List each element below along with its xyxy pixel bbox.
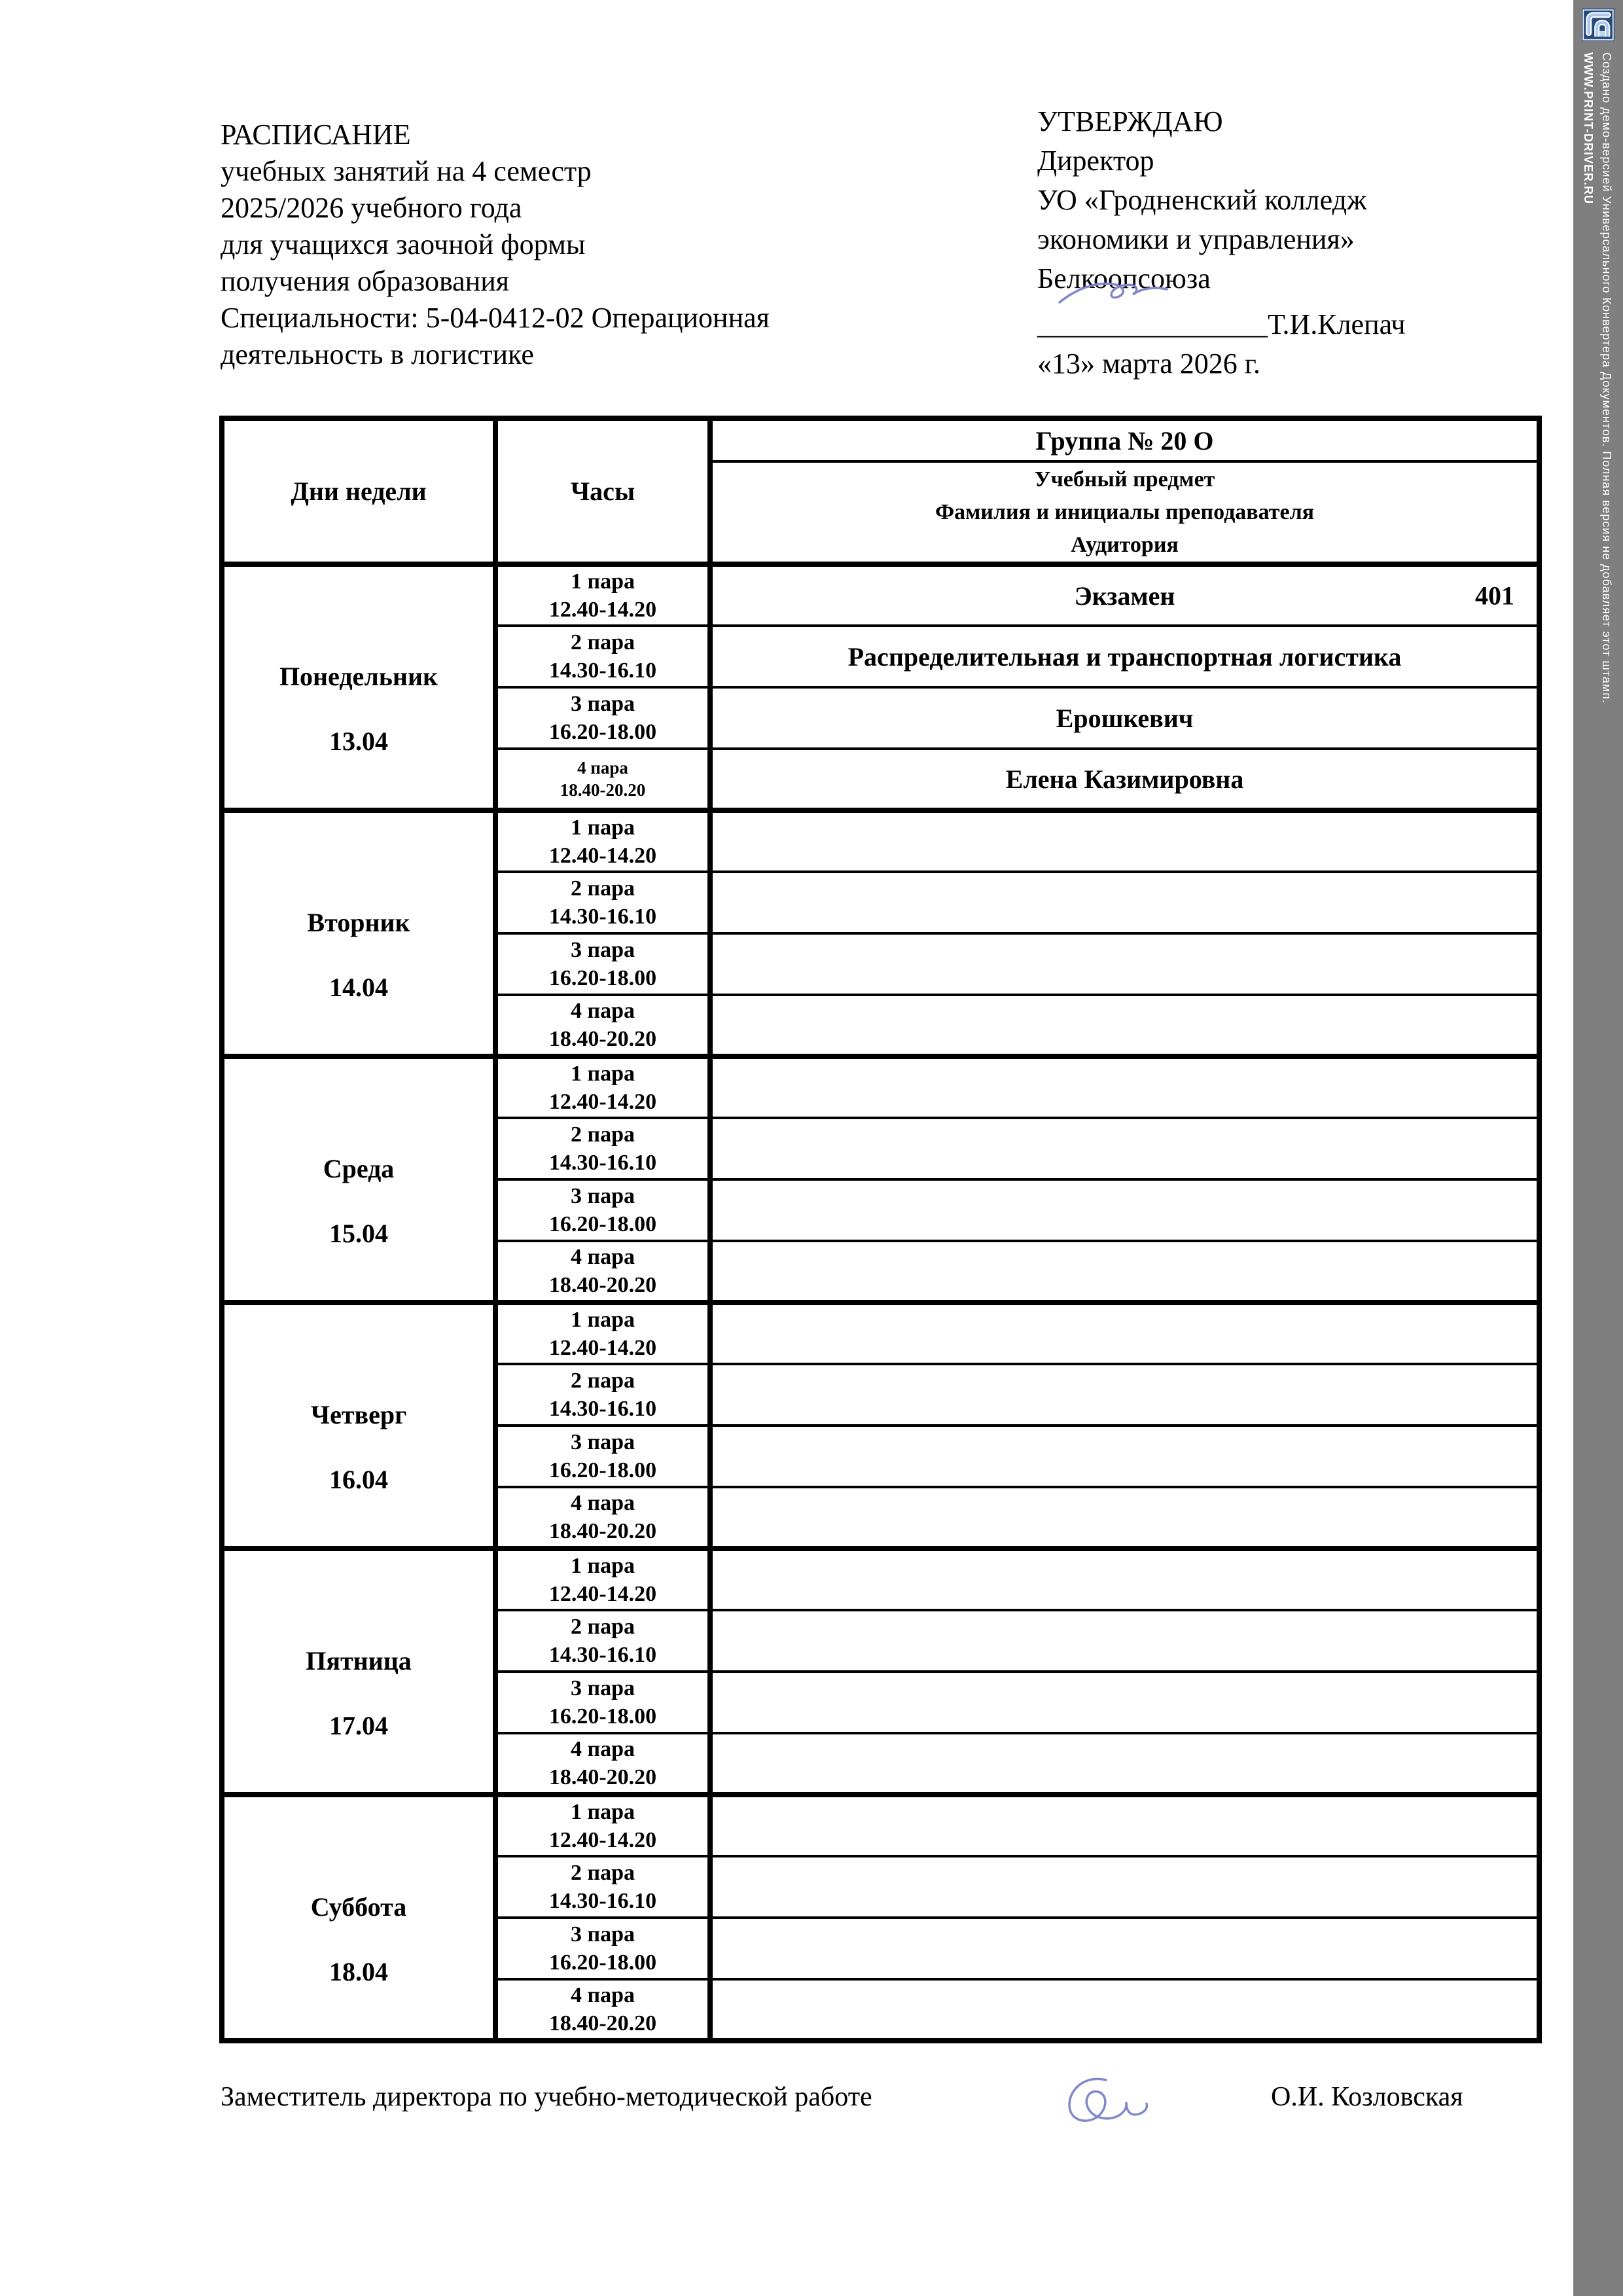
lesson-cell	[710, 1549, 1539, 1610]
period-cell: 1 пара 12.40-14.20	[495, 1056, 710, 1118]
demo-stamp-website: WWW.PRINT-DRIVER.RU	[1582, 52, 1595, 204]
approver-role: Директор	[1037, 145, 1154, 177]
lesson-cell	[710, 1856, 1539, 1918]
deputy-director-name: О.И. Козловская	[1271, 2082, 1463, 2112]
day-cell	[222, 1795, 495, 2041]
day-name: Суббота	[310, 1892, 407, 1922]
day-date: 17.04	[329, 1711, 388, 1740]
lesson-cell	[710, 749, 1539, 810]
specialty-line: Специальности: 5-04-0412-02 Операционная	[221, 302, 770, 334]
period-cell: 4 пара 18.40-20.20	[495, 1487, 710, 1549]
demo-watermark-strip	[1573, 0, 1623, 2296]
lesson-text: Экзамен	[1074, 581, 1175, 611]
period-cell: 1 пара 12.40-14.20	[495, 1302, 710, 1364]
day-cell	[222, 810, 495, 1056]
lesson-cell	[710, 933, 1539, 995]
lesson-cell	[710, 1179, 1539, 1241]
organization-line: экономики и управления»	[1037, 223, 1355, 255]
document-title-block	[221, 117, 770, 373]
lesson-text: Елена Казимировна	[1005, 764, 1244, 794]
lesson-cell	[710, 1733, 1539, 1795]
specialty-line: деятельность в логистике	[221, 338, 534, 370]
period-cell: 4 пара 18.40-20.20	[495, 1979, 710, 2041]
approval-block	[1037, 102, 1406, 384]
title-line: получения образования	[221, 265, 510, 297]
schedule-table	[219, 416, 1542, 2043]
days-column-header: Дни недели	[291, 476, 427, 506]
print-driver-logo-icon	[1582, 7, 1614, 43]
lesson-cell	[710, 810, 1539, 872]
lesson-cell	[710, 1056, 1539, 1118]
lesson-cell	[710, 1979, 1539, 2041]
period-cell: 1 пара 12.40-14.20	[495, 1549, 710, 1610]
lesson-cell	[710, 1487, 1539, 1549]
title-line: для учащихся заочной формы	[221, 228, 586, 260]
lesson-text: Ерошкевич	[1056, 703, 1194, 733]
period-cell: 3 пара 16.20-18.00	[495, 1672, 710, 1733]
period-cell: 4 пара 18.40-20.20	[495, 1241, 710, 1302]
subheader-subject: Учебный предмет	[1034, 467, 1215, 492]
subheader-teacher: Фамилия и инициалы преподавателя	[935, 499, 1315, 524]
lesson-cell	[710, 1918, 1539, 1979]
period-cell: 2 пара 14.30-16.10	[495, 1364, 710, 1426]
group-subheader	[710, 461, 1539, 564]
period-cell: 1 пара 12.40-14.20	[495, 1795, 710, 1856]
day-cell	[222, 564, 495, 810]
lesson-cell	[710, 564, 1539, 626]
day-name: Пятница	[306, 1646, 412, 1676]
lesson-cell	[710, 1610, 1539, 1672]
lesson-cell	[710, 1672, 1539, 1733]
day-name: Среда	[323, 1154, 395, 1183]
room-number: 401	[1475, 581, 1514, 611]
title-line: учебных занятий на 4 семестр	[221, 155, 592, 187]
lesson-cell	[710, 872, 1539, 933]
lesson-cell	[710, 1118, 1539, 1179]
period-cell: 3 пара 16.20-18.00	[495, 933, 710, 995]
director-name: Т.И.Клепач	[1268, 308, 1406, 340]
title-line: 2025/2026 учебного года	[221, 192, 522, 224]
day-date: 14.04	[329, 973, 388, 1002]
period-cell: 4 пара 18.40-20.20	[495, 749, 710, 810]
period-cell: 2 пара 14.30-16.10	[495, 1856, 710, 1918]
deputy-signature-icon	[1059, 2055, 1157, 2166]
lesson-cell	[710, 687, 1539, 749]
hours-column-header: Часы	[495, 418, 710, 564]
period-cell: 3 пара 16.20-18.00	[495, 687, 710, 749]
director-signature-line	[1037, 305, 1406, 344]
lesson-cell	[710, 1302, 1539, 1364]
day-cell	[222, 1302, 495, 1549]
day-date: 16.04	[329, 1465, 388, 1494]
period-cell: 3 пара 16.20-18.00	[495, 1918, 710, 1979]
signature-blank: ________________	[1037, 308, 1268, 340]
subheader-room: Аудитория	[1071, 532, 1179, 557]
lesson-cell	[710, 1795, 1539, 1856]
day-cell	[222, 1056, 495, 1302]
lesson-cell	[710, 1364, 1539, 1426]
organization-line: Белкоопсоюза	[1037, 262, 1211, 295]
document-title: РАСПИСАНИЕ	[221, 118, 411, 151]
day-name: Четверг	[310, 1400, 407, 1429]
day-date: 13.04	[329, 726, 388, 756]
period-cell: 3 пара 16.20-18.00	[495, 1426, 710, 1487]
approval-word: УТВЕРЖДАЮ	[1037, 105, 1223, 137]
period-cell: 2 пара 14.30-16.10	[495, 872, 710, 933]
lesson-cell	[710, 995, 1539, 1056]
lesson-cell	[710, 1241, 1539, 1302]
period-cell: 2 пара 14.30-16.10	[495, 1610, 710, 1672]
deputy-director-title: Заместитель директора по учебно-методической работе	[221, 2082, 872, 2112]
day-date: 15.04	[329, 1219, 388, 1248]
period-cell: 1 пара 12.40-14.20	[495, 564, 710, 626]
period-cell: 4 пара 18.40-20.20	[495, 1733, 710, 1795]
day-name: Вторник	[307, 908, 410, 937]
period-cell: 1 пара 12.40-14.20	[495, 810, 710, 872]
period-cell: 2 пара 14.30-16.10	[495, 1118, 710, 1179]
period-cell: 4 пара 18.40-20.20	[495, 995, 710, 1056]
period-cell: 3 пара 16.20-18.00	[495, 1179, 710, 1241]
day-cell	[222, 1549, 495, 1795]
day-name: Понедельник	[279, 662, 438, 691]
approval-date: «13» марта 2026 г.	[1037, 348, 1260, 380]
group-header: Группа № 20 О	[710, 418, 1539, 461]
period-cell: 2 пара 14.30-16.10	[495, 626, 710, 687]
lesson-cell	[710, 626, 1539, 687]
organization-line: УО «Гродненский колледж	[1037, 184, 1367, 216]
lesson-text: Распределительная и транспортная логистика	[847, 641, 1402, 672]
lesson-cell	[710, 1426, 1539, 1487]
day-date: 18.04	[329, 1957, 388, 1986]
demo-stamp-message: Создано демо-версией Универсального Конвертера Документов. Полная версия не добавляет этот штамп.	[1600, 52, 1613, 704]
